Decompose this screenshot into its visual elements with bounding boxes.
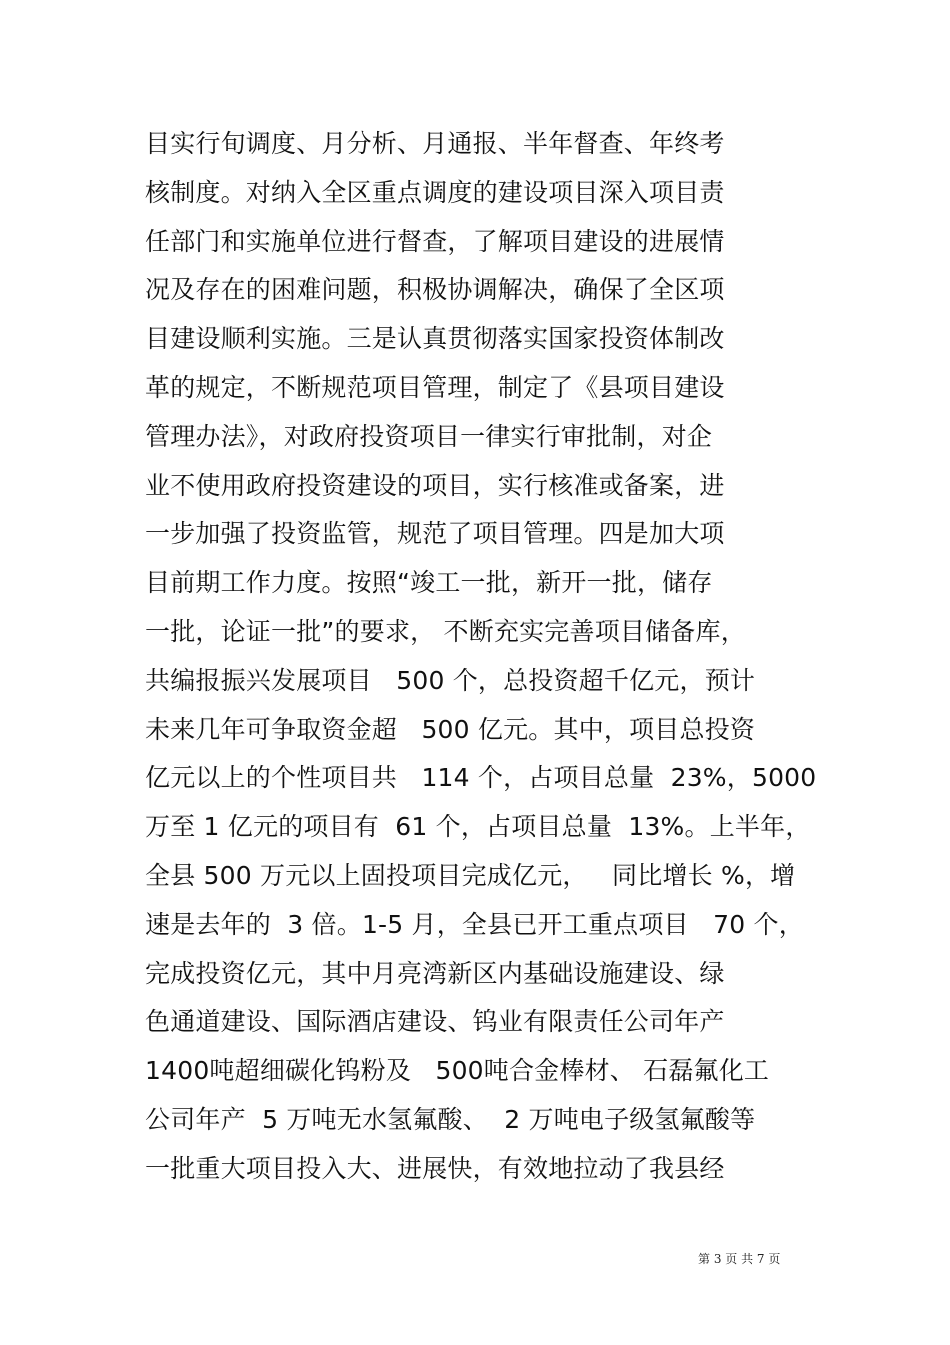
text-line: 一批重大项目投入大、进展快，有效地拉动了我县经 (145, 1153, 725, 1183)
text-line: 目前期工作力度。按照“竣工一批，新开一批，储存 (145, 568, 713, 598)
text-line: 万至 1 亿元的项目有 61 个，占项目总量 13%。上半年， (145, 812, 811, 842)
text-line: 完成投资亿元，其中月亮湾新区内基础设施建设、绿 (145, 958, 725, 988)
text-line: 任部门和实施单位进行督查，了解项目建设的进展情 (145, 226, 725, 256)
page-number-footer: 第 3 页 共 7 页 (698, 1252, 781, 1266)
text-line: 共编报振兴发展项目 500 个，总投资超千亿元，预计 (145, 665, 756, 695)
text-line: 况及存在的困难问题，积极协调解决，确保了全区项 (145, 275, 725, 305)
text-line: 目建设顺利实施。三是认真贯彻落实国家投资体制改 (145, 324, 725, 354)
text-line: 速是去年的 3 倍。1-5 月，全县已开工重点项目 70 个， (145, 909, 804, 939)
text-line: 未来几年可争取资金超 500 亿元。其中，项目总投资 (145, 714, 756, 744)
text-line: 业不使用政府投资建设的项目，实行核准或备案，进 (145, 470, 725, 500)
text-line: 管理办法》，对政府投资项目一律实行审批制，对企 (145, 421, 713, 451)
body-paragraph (145, 120, 825, 1194)
text-line: 核制度。对纳入全区重点调度的建设项目深入项目责 (145, 177, 725, 207)
text-line: 革的规定，不断规范项目管理，制定了《县项目建设 (145, 372, 725, 402)
text-line: 1400吨超细碳化钨粉及 500吨合金棒材、 石磊氟化工 (145, 1056, 770, 1086)
text-line: 一步加强了投资监管，规范了项目管理。四是加大项 (145, 519, 725, 549)
text-line: 目实行旬调度、月分析、月通报、半年督查、年终考 (145, 129, 725, 158)
text-line: 一批，论证一批”的要求， 不断充实完善项目储备库， (145, 616, 746, 646)
text-line: 全县 500 万元以上固投项目完成亿元， 同比增长 %，增 (145, 860, 796, 890)
text-line: 色通道建设、国际酒店建设、钨业有限责任公司年产 (145, 1007, 725, 1037)
text-line: 亿元以上的个性项目共 114 个，占项目总量 23%，5000 (145, 763, 817, 793)
text-line: 公司年产 5 万吨无水氢氟酸、 2 万吨电子级氢氟酸等 (145, 1104, 756, 1134)
